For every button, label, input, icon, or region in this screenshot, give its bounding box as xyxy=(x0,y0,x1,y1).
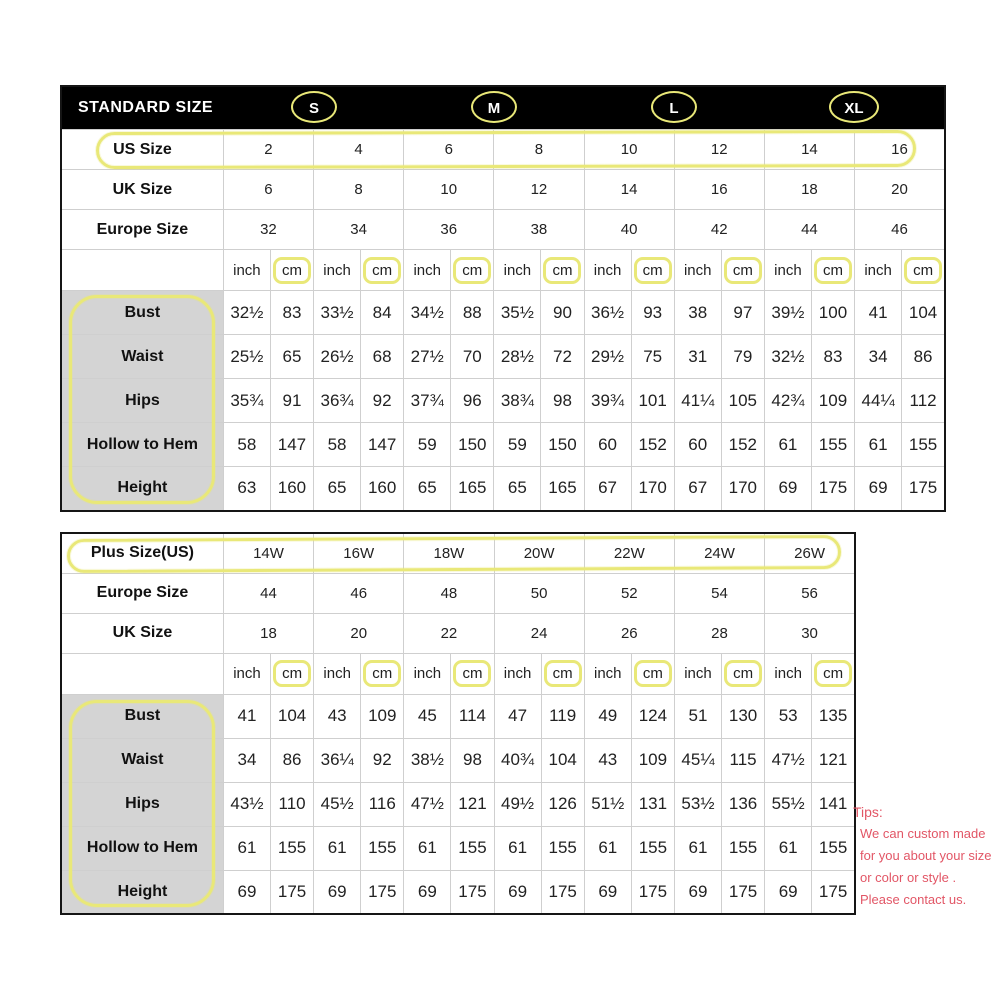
measure-cell: 55½ xyxy=(765,782,812,826)
size-cell: 22W xyxy=(584,533,674,573)
row-label: Height xyxy=(61,467,223,511)
measure-cell: 115 xyxy=(722,738,765,782)
measure-cell: 147 xyxy=(270,423,313,467)
measure-cell: 130 xyxy=(722,694,765,738)
measure-cell: 61 xyxy=(674,826,721,870)
standard-size-grid xyxy=(60,85,946,512)
measure-cell: 152 xyxy=(631,423,674,467)
measure-cell: 41 xyxy=(223,694,270,738)
measure-cell: 38¾ xyxy=(494,379,541,423)
measure-cell: 69 xyxy=(494,870,541,914)
cm-label: cm xyxy=(273,660,311,687)
measure-cell: 61 xyxy=(765,826,812,870)
measure-cell: 69 xyxy=(314,870,361,914)
measure-cell: 92 xyxy=(361,738,404,782)
inch-label: inch xyxy=(774,665,802,682)
measure-cell: 116 xyxy=(361,782,404,826)
cm-label: cm xyxy=(363,257,401,284)
measure-cell: 26½ xyxy=(314,335,361,379)
measure-cell: 170 xyxy=(721,467,764,511)
measure-cell: 155 xyxy=(812,826,855,870)
measure-cell: 126 xyxy=(541,782,584,826)
measure-cell: 65 xyxy=(314,467,361,511)
measure-cell: 83 xyxy=(270,291,313,335)
measure-cell: 47 xyxy=(494,694,541,738)
measure-cell: 121 xyxy=(812,738,855,782)
measure-cell: 35¾ xyxy=(223,379,270,423)
measure-cell: 33½ xyxy=(314,291,361,335)
measure-cell: 69 xyxy=(404,870,451,914)
measure-cell: 175 xyxy=(811,467,854,511)
inch-label: inch xyxy=(503,261,532,279)
measure-cell: 175 xyxy=(271,870,314,914)
size-cell: 52 xyxy=(584,573,674,613)
size-cell: 20 xyxy=(314,613,404,653)
measure-cell: 65 xyxy=(494,467,541,511)
measure-cell: 104 xyxy=(271,694,314,738)
cm-label: cm xyxy=(814,257,852,284)
measure-cell: 61 xyxy=(764,423,811,467)
measure-cell: 104 xyxy=(902,291,945,335)
size-cell: 56 xyxy=(765,573,855,613)
size-cell: 6 xyxy=(404,130,494,170)
inch-label: inch xyxy=(774,261,802,279)
row-label: Hips xyxy=(61,379,223,423)
measure-cell: 61 xyxy=(494,826,541,870)
measure-cell: 97 xyxy=(721,291,764,335)
measure-cell: 32½ xyxy=(223,291,270,335)
measure-cell: 98 xyxy=(541,379,584,423)
measure-cell: 53 xyxy=(765,694,812,738)
size-cell: 8 xyxy=(494,130,584,170)
measure-cell: 175 xyxy=(541,870,584,914)
measure-cell: 155 xyxy=(361,826,404,870)
size-cell: 26W xyxy=(765,533,855,573)
measure-cell: 155 xyxy=(271,826,314,870)
measure-cell: 47½ xyxy=(765,738,812,782)
size-cell: 30 xyxy=(765,613,855,653)
measure-cell: 65 xyxy=(270,335,313,379)
size-cell: 24W xyxy=(674,533,764,573)
size-cell: 16 xyxy=(855,130,945,170)
measure-cell: 155 xyxy=(631,826,674,870)
measure-cell: 86 xyxy=(902,335,945,379)
size-cell: 16 xyxy=(674,170,764,210)
measure-cell: 31 xyxy=(674,335,721,379)
measure-cell: 32½ xyxy=(764,335,811,379)
measure-cell: 160 xyxy=(361,467,404,511)
measure-cell: 175 xyxy=(631,870,674,914)
measure-cell: 34 xyxy=(223,738,270,782)
measure-cell: 35½ xyxy=(494,291,541,335)
measure-cell: 84 xyxy=(361,291,404,335)
measure-cell: 91 xyxy=(270,379,313,423)
cm-label: cm xyxy=(904,257,942,284)
row-label: Hollow to Hem xyxy=(61,423,223,467)
size-cell: 38 xyxy=(494,210,584,250)
measure-cell: 69 xyxy=(765,870,812,914)
size-cell: 2 xyxy=(223,130,313,170)
measure-cell: 141 xyxy=(812,782,855,826)
size-cell: 10 xyxy=(404,170,494,210)
size-cell: 18 xyxy=(764,170,854,210)
measure-cell: 27½ xyxy=(404,335,451,379)
measure-cell: 67 xyxy=(584,467,631,511)
measure-cell: 155 xyxy=(811,423,854,467)
measure-cell: 36½ xyxy=(584,291,631,335)
inch-label: inch xyxy=(323,261,351,279)
size-cell: 42 xyxy=(674,210,764,250)
measure-cell: 86 xyxy=(271,738,314,782)
measure-cell: 60 xyxy=(584,423,631,467)
size-group-s: S xyxy=(291,91,337,123)
inch-label: inch xyxy=(413,261,441,279)
measure-cell: 36¼ xyxy=(314,738,361,782)
size-cell: 40 xyxy=(584,210,674,250)
measure-cell: 43 xyxy=(314,694,361,738)
size-cell: 54 xyxy=(674,573,764,613)
measure-cell: 109 xyxy=(361,694,404,738)
measure-cell: 44¼ xyxy=(855,379,902,423)
measure-cell: 175 xyxy=(812,870,855,914)
measure-cell: 61 xyxy=(584,826,631,870)
measure-cell: 47½ xyxy=(404,782,451,826)
size-cell: 14 xyxy=(764,130,854,170)
measure-cell: 49½ xyxy=(494,782,541,826)
row-label: Bust xyxy=(61,694,223,738)
measure-cell: 175 xyxy=(722,870,765,914)
row-label: Bust xyxy=(61,291,223,335)
measure-cell: 34½ xyxy=(404,291,451,335)
inch-label: inch xyxy=(683,261,712,279)
measure-cell: 101 xyxy=(631,379,674,423)
measure-cell: 59 xyxy=(494,423,541,467)
measure-cell: 150 xyxy=(541,423,584,467)
size-cell: 48 xyxy=(404,573,494,613)
row-label: Europe Size xyxy=(61,573,223,613)
table-title: STANDARD SIZE xyxy=(78,99,214,116)
size-cell: 32 xyxy=(223,210,313,250)
measure-cell: 63 xyxy=(223,467,270,511)
size-cell: 8 xyxy=(314,170,404,210)
tips-line: Please contact us. xyxy=(860,892,967,907)
size-cell: 46 xyxy=(314,573,404,613)
measure-cell: 37¾ xyxy=(404,379,451,423)
row-label: Waist xyxy=(61,738,223,782)
measure-cell: 155 xyxy=(451,826,494,870)
row-label: Hips xyxy=(61,782,223,826)
inch-label: inch xyxy=(323,665,351,682)
size-cell: 18W xyxy=(404,533,494,573)
measure-cell: 45 xyxy=(404,694,451,738)
inch-label: inch xyxy=(413,665,442,682)
measure-cell: 68 xyxy=(361,335,404,379)
measure-cell: 39½ xyxy=(764,291,811,335)
measure-cell: 175 xyxy=(361,870,404,914)
measure-cell: 114 xyxy=(451,694,494,738)
size-cell: 16W xyxy=(314,533,404,573)
measure-cell: 152 xyxy=(721,423,764,467)
measure-cell: 135 xyxy=(812,694,855,738)
tips-line: or color or style . xyxy=(860,870,957,885)
measure-cell: 69 xyxy=(223,870,270,914)
measure-cell: 38 xyxy=(674,291,721,335)
measure-cell: 65 xyxy=(404,467,451,511)
size-cell: 34 xyxy=(314,210,404,250)
measure-cell: 79 xyxy=(721,335,764,379)
measure-cell: 83 xyxy=(811,335,854,379)
measure-cell: 28½ xyxy=(494,335,541,379)
inch-label: inch xyxy=(593,261,622,279)
measure-cell: 124 xyxy=(631,694,674,738)
measure-cell: 61 xyxy=(404,826,451,870)
measure-cell: 109 xyxy=(811,379,854,423)
measure-cell: 51½ xyxy=(584,782,631,826)
measure-cell: 170 xyxy=(631,467,674,511)
cm-label: cm xyxy=(544,660,582,687)
measure-cell: 136 xyxy=(722,782,765,826)
size-group-m: M xyxy=(471,91,517,123)
measure-cell: 93 xyxy=(631,291,674,335)
measure-cell: 59 xyxy=(404,423,451,467)
measure-cell: 42¾ xyxy=(764,379,811,423)
size-cell: 10 xyxy=(584,130,674,170)
measure-cell: 69 xyxy=(674,870,721,914)
size-cell: 22 xyxy=(404,613,494,653)
row-label: Europe Size xyxy=(61,210,223,250)
cm-label: cm xyxy=(543,257,581,284)
measure-cell: 69 xyxy=(855,467,902,511)
measure-cell: 40¾ xyxy=(494,738,541,782)
cm-label: cm xyxy=(634,660,672,687)
row-label: UK Size xyxy=(61,170,223,210)
measure-cell: 36¾ xyxy=(314,379,361,423)
measure-cell: 150 xyxy=(451,423,494,467)
measure-cell: 69 xyxy=(584,870,631,914)
measure-cell: 72 xyxy=(541,335,584,379)
measure-cell: 121 xyxy=(451,782,494,826)
measure-cell: 88 xyxy=(451,291,494,335)
measure-cell: 38½ xyxy=(404,738,451,782)
measure-cell: 49 xyxy=(584,694,631,738)
measure-cell: 175 xyxy=(451,870,494,914)
size-cell: 26 xyxy=(584,613,674,653)
size-cell: 18 xyxy=(223,613,313,653)
size-cell: 14W xyxy=(223,533,313,573)
cm-label: cm xyxy=(724,257,762,284)
measure-cell: 45½ xyxy=(314,782,361,826)
measure-cell: 58 xyxy=(223,423,270,467)
plus-size-table xyxy=(60,532,856,915)
size-cell: 14 xyxy=(584,170,674,210)
cm-label: cm xyxy=(724,660,762,687)
measure-cell: 25½ xyxy=(223,335,270,379)
measure-cell: 104 xyxy=(541,738,584,782)
size-cell: 20 xyxy=(855,170,945,210)
measure-cell: 70 xyxy=(451,335,494,379)
size-cell: 50 xyxy=(494,573,584,613)
cm-label: cm xyxy=(453,257,491,284)
row-label: Height xyxy=(61,870,223,914)
measure-cell: 98 xyxy=(451,738,494,782)
row-label: Plus Size(US) xyxy=(61,533,223,573)
custom-made-tips xyxy=(853,801,992,911)
size-cell: 28 xyxy=(674,613,764,653)
standard-size-table xyxy=(60,85,946,512)
measure-cell: 67 xyxy=(674,467,721,511)
measure-cell: 58 xyxy=(314,423,361,467)
measure-cell: 96 xyxy=(451,379,494,423)
size-cell: 4 xyxy=(314,130,404,170)
row-label: Hollow to Hem xyxy=(61,826,223,870)
size-group-xl: XL xyxy=(829,91,879,123)
measure-cell: 147 xyxy=(361,423,404,467)
inch-label: inch xyxy=(503,665,532,682)
tips-line: for you about your size xyxy=(860,848,992,863)
cm-label: cm xyxy=(273,257,311,284)
unit-row-blank xyxy=(61,653,223,694)
cm-label: cm xyxy=(634,257,672,284)
measure-cell: 165 xyxy=(451,467,494,511)
measure-cell: 155 xyxy=(541,826,584,870)
measure-cell: 90 xyxy=(541,291,584,335)
measure-cell: 43½ xyxy=(223,782,270,826)
row-label: UK Size xyxy=(61,613,223,653)
size-cell: 44 xyxy=(764,210,854,250)
row-label: Waist xyxy=(61,335,223,379)
measure-cell: 110 xyxy=(271,782,314,826)
measure-cell: 51 xyxy=(674,694,721,738)
cm-label: cm xyxy=(363,660,401,687)
measure-cell: 53½ xyxy=(674,782,721,826)
measure-cell: 39¾ xyxy=(584,379,631,423)
measure-cell: 60 xyxy=(674,423,721,467)
measure-cell: 75 xyxy=(631,335,674,379)
tips-text xyxy=(853,823,992,911)
size-cell: 36 xyxy=(404,210,494,250)
tips-title: Tips: xyxy=(853,804,883,820)
measure-cell: 105 xyxy=(721,379,764,423)
measure-cell: 61 xyxy=(314,826,361,870)
measure-cell: 45¼ xyxy=(674,738,721,782)
measure-cell: 29½ xyxy=(584,335,631,379)
inch-label: inch xyxy=(594,665,622,682)
measure-cell: 43 xyxy=(584,738,631,782)
measure-cell: 112 xyxy=(902,379,945,423)
row-label: US Size xyxy=(61,130,223,170)
table-header-bar xyxy=(62,87,944,129)
size-cell: 20W xyxy=(494,533,584,573)
size-cell: 6 xyxy=(223,170,313,210)
inch-label: inch xyxy=(233,261,261,279)
cm-label: cm xyxy=(453,660,491,687)
measure-cell: 155 xyxy=(902,423,945,467)
tips-line: We can custom made xyxy=(860,826,986,841)
inch-label: inch xyxy=(864,261,892,279)
size-cell: 24 xyxy=(494,613,584,653)
measure-cell: 69 xyxy=(764,467,811,511)
measure-cell: 100 xyxy=(811,291,854,335)
plus-size-grid xyxy=(60,532,856,915)
size-cell: 46 xyxy=(855,210,945,250)
measure-cell: 92 xyxy=(361,379,404,423)
unit-row-blank xyxy=(61,250,223,291)
cm-label: cm xyxy=(814,660,852,687)
measure-cell: 41¼ xyxy=(674,379,721,423)
measure-cell: 34 xyxy=(855,335,902,379)
measure-cell: 131 xyxy=(631,782,674,826)
inch-label: inch xyxy=(684,665,712,682)
measure-cell: 109 xyxy=(631,738,674,782)
size-group-l: L xyxy=(651,91,697,123)
size-cell: 44 xyxy=(223,573,313,613)
measure-cell: 61 xyxy=(855,423,902,467)
measure-cell: 160 xyxy=(270,467,313,511)
size-cell: 12 xyxy=(494,170,584,210)
size-cell: 12 xyxy=(674,130,764,170)
measure-cell: 61 xyxy=(223,826,270,870)
measure-cell: 175 xyxy=(902,467,945,511)
measure-cell: 41 xyxy=(855,291,902,335)
measure-cell: 119 xyxy=(541,694,584,738)
measure-cell: 165 xyxy=(541,467,584,511)
measure-cell: 155 xyxy=(722,826,765,870)
inch-label: inch xyxy=(233,665,261,682)
